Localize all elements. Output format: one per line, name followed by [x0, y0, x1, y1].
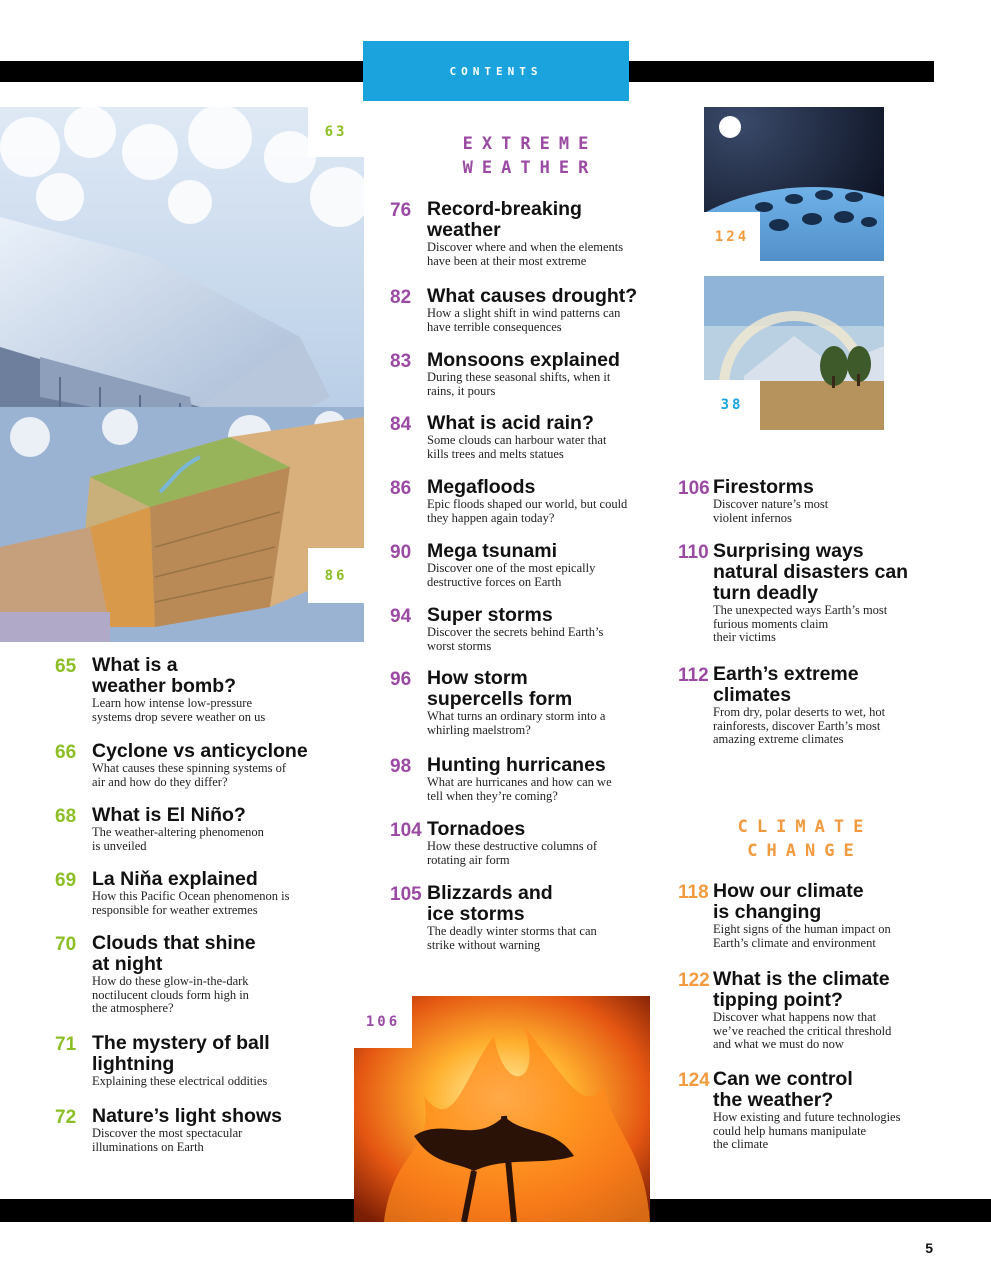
layers-page-tag: 86: [308, 548, 364, 603]
toc-entry-title: is changing: [713, 901, 822, 923]
toc-entry-title: Clouds that shine: [92, 932, 256, 954]
toc-entry-description: What turns an ordinary storm into a: [427, 709, 606, 723]
toc-entry-description: air and how do they differ?: [92, 774, 228, 789]
toc-entry-title: Blizzards and: [427, 882, 553, 904]
toc-entry-title: natural disasters can: [713, 561, 909, 583]
toc-entry-description: the climate: [713, 1137, 769, 1151]
toc-entry-description: have terrible consequences: [427, 319, 562, 334]
toc-entry-description: destructive forces on Earth: [427, 574, 562, 589]
toc-entry-description: amazing extreme climates: [713, 732, 844, 746]
toc-entry-title: Megafloods: [427, 476, 536, 498]
fire-page-tag: 106: [354, 996, 412, 1048]
toc-entry-title: Can we control: [713, 1068, 853, 1090]
toc-entry-title: turn deadly: [713, 582, 819, 604]
toc-entry-page-number: 106: [678, 478, 710, 499]
toc-entry-description: kills trees and melts statues: [427, 446, 564, 461]
toc-entry-page-number: 110: [678, 542, 709, 563]
toc-entry-title: Surprising ways: [713, 540, 864, 562]
toc-entry-description: Explaining these electrical oddities: [92, 1074, 268, 1088]
toc-entry-title: Earth’s extreme: [713, 663, 859, 685]
toc-entry-description: violent infernos: [713, 510, 792, 525]
toc-entry-page-number: 82: [390, 287, 412, 308]
toc-entry-description: How existing and future technologies: [713, 1110, 901, 1124]
toc-entry-title: Firestorms: [713, 476, 814, 498]
toc-entry-title: Hunting hurricanes: [427, 754, 606, 776]
toc-entry-text: [427, 477, 667, 525]
toc-entry-page-number: 112: [678, 665, 709, 686]
toc-entry-page-number: 86: [390, 478, 412, 499]
toc-entry-description: tell when they’re coming?: [427, 788, 558, 803]
toc-entry-text: [713, 969, 953, 1052]
toc-entry-text: [92, 1033, 332, 1089]
toc-entry-page-number: 72: [55, 1107, 77, 1128]
toc-entry-title: What is El Niño?: [92, 804, 246, 826]
toc-entry-title: Record-breaking: [427, 198, 582, 220]
toc-entry-page-number: 98: [390, 756, 412, 777]
toc-entry-page-number: 94: [390, 606, 412, 627]
toc-entry-title: What is the climate: [713, 968, 890, 990]
toc-entry-page-number: 68: [55, 806, 77, 827]
toc-entry-description: During these seasonal shifts, when it: [427, 370, 611, 384]
toc-entry-description: Discover where and when the elements: [427, 240, 624, 254]
header-rule-right: [629, 61, 934, 82]
toc-entry-title: Tornadoes: [427, 818, 526, 840]
toc-entry-description: Some clouds can harbour water that: [427, 433, 607, 447]
toc-entry-description: Discover the secrets behind Earth’s: [427, 625, 604, 639]
toc-entry-text: [713, 541, 953, 645]
toc-entry-description: systems drop severe weather on us: [92, 709, 266, 724]
toc-entry-text: [427, 199, 667, 268]
rainbow-page-tag: 38: [704, 380, 760, 430]
toc-entry-title: The mystery of ball: [92, 1032, 270, 1054]
toc-entry-description: Earth’s climate and environment: [713, 935, 876, 950]
toc-entry-text: [427, 668, 667, 737]
toc-entry-title: weather bomb?: [92, 675, 237, 697]
toc-entry-text: [713, 881, 953, 950]
toc-entry-description: whirling maelstrom?: [427, 722, 531, 737]
toc-entry-description: The weather-altering phenomenon: [92, 825, 264, 839]
toc-entry-page-number: 124: [678, 1070, 710, 1091]
toc-entry-page-number: 71: [55, 1034, 77, 1055]
climate-change-heading-line-1: CLIMATE: [737, 817, 873, 837]
toc-entry-text: [713, 1069, 953, 1152]
toc-entry-page-number: 118: [678, 882, 709, 903]
toc-entry-description: Discover what happens now that: [713, 1010, 877, 1024]
toc-entry-title: climates: [713, 684, 792, 706]
toc-entry-text: [92, 741, 332, 789]
toc-entry-page-number: 65: [55, 656, 77, 677]
toc-entry-text: [427, 605, 667, 653]
toc-entry-description: What causes these spinning systems of: [92, 761, 287, 775]
toc-entry-description: furious moments claim: [713, 616, 829, 631]
toc-entry-text: [92, 805, 332, 853]
toc-entry-description: How these destructive columns of: [427, 839, 598, 853]
toc-entry-description: How a slight shift in wind patterns can: [427, 306, 621, 320]
toc-entry-title: ice storms: [427, 903, 525, 925]
toc-entry-page-number: 70: [55, 934, 77, 955]
toc-entry-page-number: 122: [678, 970, 710, 991]
toc-entry-page-number: 105: [390, 884, 422, 905]
toc-entry-description: How this Pacific Ocean phenomenon is: [92, 889, 290, 903]
toc-entry-description: rainforests, discover Earth’s most: [713, 718, 881, 733]
toc-entry-text: [92, 655, 332, 724]
frozen-house-page-tag: 63: [308, 107, 364, 157]
toc-entry-text: [427, 883, 667, 952]
toc-entry-description: What are hurricanes and how can we: [427, 775, 612, 789]
toc-entry-page-number: 84: [390, 414, 412, 435]
toc-entry-description: illuminations on Earth: [92, 1139, 204, 1154]
toc-entry-text: [427, 819, 667, 867]
contents-label: CONTENTS: [449, 64, 543, 78]
toc-entry-text: [713, 664, 953, 747]
toc-entry-description: and what we must do now: [713, 1037, 844, 1051]
toc-entry-description: How do these glow-in-the-dark: [92, 974, 249, 988]
toc-entry-description: Learn how intense low-pressure: [92, 696, 253, 710]
toc-entry-text: [92, 1106, 332, 1154]
toc-entry-title: What causes drought?: [427, 285, 638, 307]
toc-entry-description: the atmosphere?: [92, 1001, 174, 1015]
header-rule-left: [0, 61, 364, 82]
extreme-weather-heading: [420, 132, 640, 180]
toc-entry-title: What is acid rain?: [427, 412, 594, 434]
toc-entry-page-number: 83: [390, 351, 412, 372]
toc-entry-page-number: 96: [390, 669, 412, 690]
toc-entry-page-number: 69: [55, 870, 77, 891]
climate-change-heading-line-2: CHANGE: [747, 841, 863, 861]
space-page-tag: 124: [704, 212, 760, 262]
toc-entry-description: is unveiled: [92, 838, 147, 853]
extreme-weather-heading-line-2: WEATHER: [462, 158, 598, 178]
toc-entry-page-number: 66: [55, 742, 77, 763]
toc-entry-description: Discover the most spectacular: [92, 1126, 243, 1140]
toc-entry-description: The unexpected ways Earth’s most: [713, 603, 888, 617]
page-number: 5: [925, 1240, 933, 1256]
toc-entry-title: Nature’s light shows: [92, 1105, 282, 1127]
toc-entry-description: The deadly winter storms that can: [427, 924, 597, 938]
toc-entry-description: their victims: [713, 630, 776, 644]
climate-change-heading: [695, 815, 915, 863]
toc-entry-page-number: 104: [390, 820, 422, 841]
toc-entry-title: What is a: [92, 654, 178, 676]
extreme-weather-heading-line-1: EXTREME: [462, 134, 598, 154]
toc-entry-description: Discover nature’s most: [713, 497, 829, 511]
toc-entry-description: responsible for weather extremes: [92, 902, 258, 917]
toc-entry-text: [92, 869, 332, 917]
toc-entry-description: we’ve reached the critical threshold: [713, 1023, 892, 1038]
toc-entry-description: worst storms: [427, 638, 492, 653]
toc-entry-description: they happen again today?: [427, 510, 555, 525]
toc-entry-page-number: 76: [390, 200, 412, 221]
toc-entry-page-number: 90: [390, 542, 412, 563]
toc-entry-description: have been at their most extreme: [427, 253, 587, 268]
toc-entry-title: Cyclone vs anticyclone: [92, 740, 308, 762]
toc-entry-text: [427, 350, 667, 398]
toc-entry-title: lightning: [92, 1053, 175, 1075]
toc-entry-text: [427, 286, 667, 334]
toc-entry-title: tipping point?: [713, 989, 843, 1011]
toc-entry-text: [427, 541, 667, 589]
toc-entry-description: Eight signs of the human impact on: [713, 922, 891, 936]
toc-entry-text: [92, 933, 332, 1016]
contents-header: [363, 41, 629, 101]
toc-entry-title: Monsoons explained: [427, 349, 620, 371]
toc-entry-description: strike without warning: [427, 937, 541, 952]
toc-entry-title: How storm: [427, 667, 528, 689]
toc-entry-title: La Niňa explained: [92, 868, 258, 890]
toc-entry-description: noctilucent clouds form high in: [92, 987, 249, 1002]
toc-entry-description: Discover one of the most epically: [427, 561, 596, 575]
toc-entry-text: [427, 755, 667, 803]
toc-entry-title: Super storms: [427, 604, 553, 626]
toc-entry-title: supercells form: [427, 688, 573, 710]
toc-entry-description: Epic floods shaped our world, but could: [427, 497, 628, 511]
toc-entry-title: Mega tsunami: [427, 540, 558, 562]
toc-entry-title: weather: [427, 219, 501, 241]
toc-entry-text: [427, 413, 667, 461]
toc-entry-text: [713, 477, 953, 525]
toc-entry-title: How our climate: [713, 880, 864, 902]
toc-entry-description: From dry, polar deserts to wet, hot: [713, 705, 886, 719]
toc-entry-description: rotating air form: [427, 852, 510, 867]
toc-entry-title: at night: [92, 953, 163, 975]
toc-entry-description: could help humans manipulate: [713, 1123, 867, 1138]
toc-entry-description: rains, it pours: [427, 383, 496, 398]
toc-entry-title: the weather?: [713, 1089, 834, 1111]
